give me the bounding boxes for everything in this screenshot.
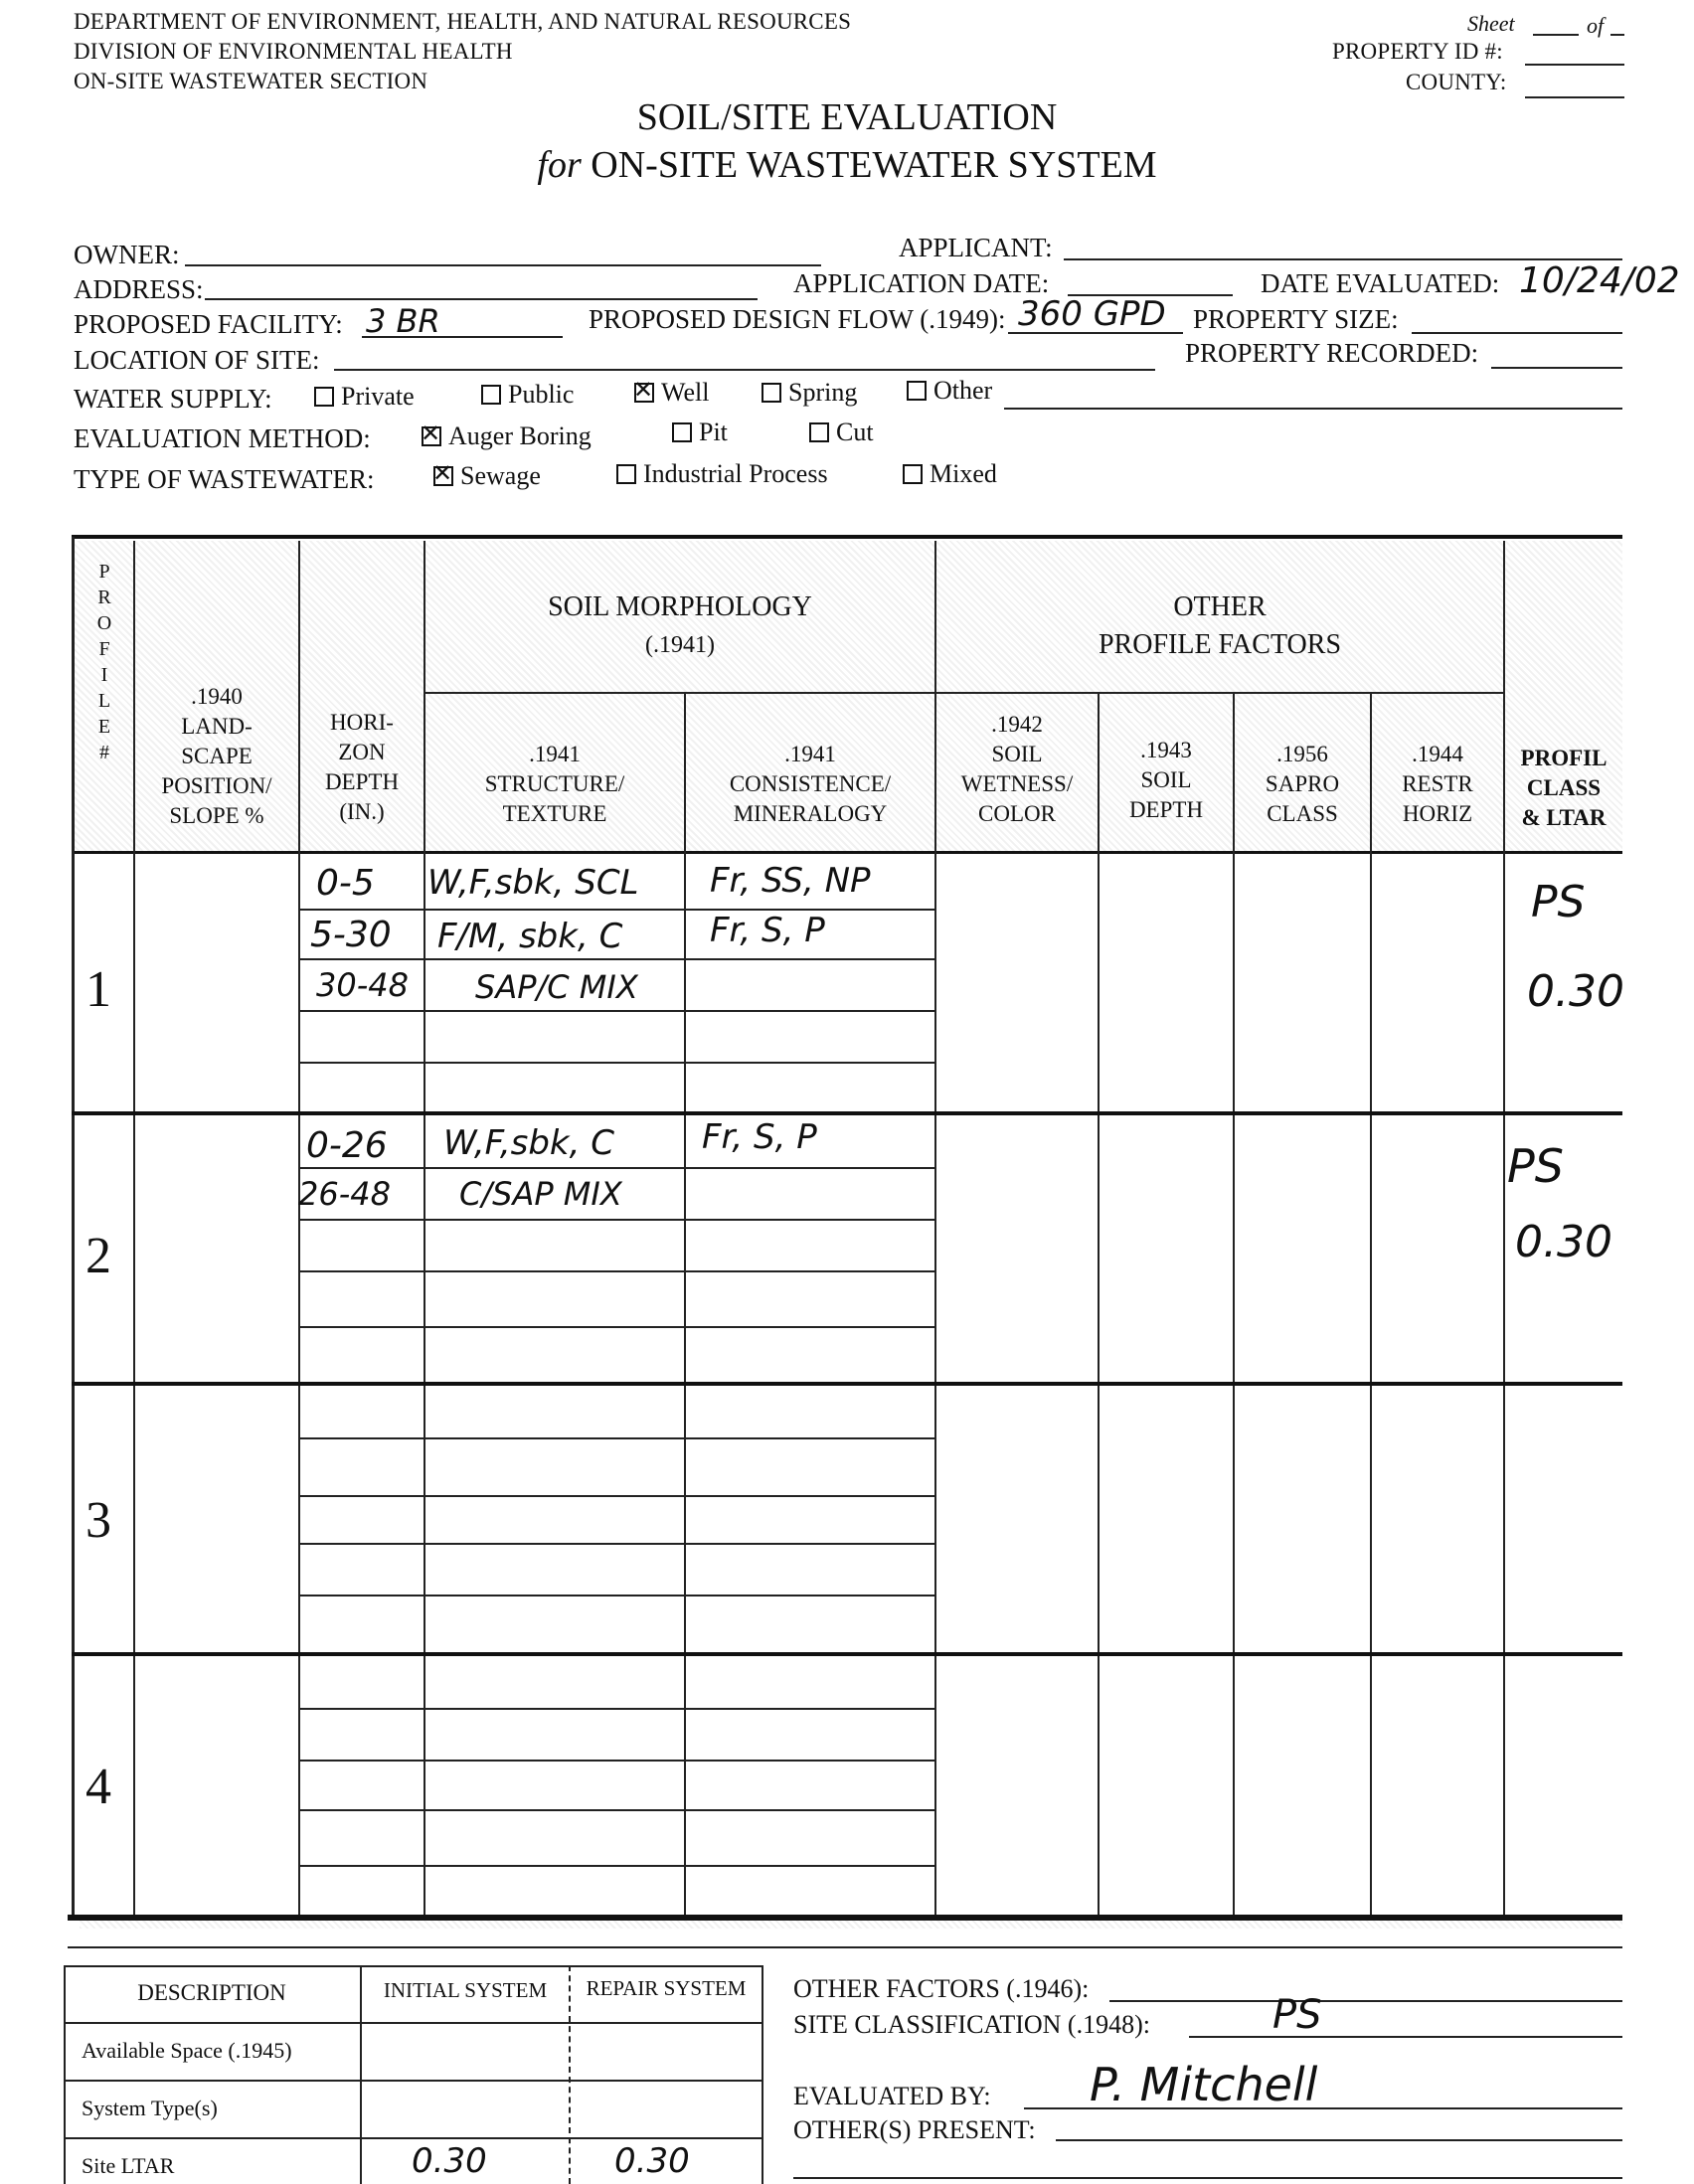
repair-system-column-header: REPAIR SYSTEM <box>586 1976 747 2000</box>
other-factors-label: OTHER FACTORS (.1946): <box>793 1974 1090 2003</box>
wastewater-mixed[interactable]: Mixed <box>903 459 997 489</box>
checkbox-icon[interactable] <box>672 422 692 442</box>
evaluated-by-field[interactable] <box>1024 2107 1622 2109</box>
county-label: COUNTY: <box>1406 70 1507 94</box>
col-divider <box>1233 692 1235 1917</box>
property-size-label: PROPERTY SIZE: <box>1193 304 1399 334</box>
horizon-depth-cell[interactable]: 26-48 <box>298 1175 391 1213</box>
profile-class-ltar-header: PROFIL CLASS & LTAR <box>1520 746 1608 830</box>
site-ltar-row-label: Site LTAR <box>82 2153 175 2178</box>
horizon-depth-cell[interactable]: 5-30 <box>310 915 392 955</box>
profile-number-header: P R O F I L E # <box>96 561 112 763</box>
property-id-label: PROPERTY ID #: <box>1332 39 1503 64</box>
extra-signature-line[interactable] <box>793 2177 1622 2179</box>
department-line: DEPARTMENT OF ENVIRONMENT, HEALTH, AND NATURAL RESOURCES <box>74 9 852 34</box>
header-divider <box>424 692 1505 694</box>
sapro-class-header: .1956 SAPRO CLASS <box>1265 742 1340 826</box>
location-field[interactable] <box>334 369 1155 371</box>
site-classification-field[interactable] <box>1189 2036 1622 2038</box>
soil-morphology-header: SOIL MORPHOLOGY (.1941) <box>548 591 812 658</box>
proposed-facility-value[interactable]: 3 BR <box>366 302 440 340</box>
horizon-depth-header: HORI- ZON DEPTH (IN.) <box>324 710 400 824</box>
property-id-field[interactable] <box>1525 64 1624 66</box>
evaluation-method-label: EVALUATION METHOD: <box>74 423 371 453</box>
profile-number: 2 <box>85 1228 111 1284</box>
location-label: LOCATION OF SITE: <box>74 345 320 375</box>
checkbox-icon[interactable] <box>762 383 781 403</box>
wastewater-sewage[interactable]: ✕ Sewage <box>433 461 541 491</box>
profile-number: 3 <box>85 1492 111 1549</box>
evaluated-by-label: EVALUATED BY: <box>793 2082 991 2110</box>
checked-checkbox-icon[interactable] <box>433 466 453 486</box>
structure-cell[interactable]: W,F,sbk, C <box>443 1123 614 1163</box>
description-column-header: DESCRIPTION <box>137 1980 286 2005</box>
property-size-field[interactable] <box>1412 332 1622 334</box>
section-line: ON-SITE WASTEWATER SECTION <box>74 69 428 93</box>
water-supply-private[interactable]: Private <box>314 382 415 412</box>
profile-number: 1 <box>85 961 111 1018</box>
consistence-header: .1941 CONSISTENCE/ MINERALOGY <box>729 742 892 826</box>
water-supply-public[interactable]: Public <box>481 380 574 410</box>
table-top-border <box>72 535 1622 539</box>
header-bottom-border <box>72 851 1622 854</box>
initial-system-column-header: INITIAL SYSTEM <box>383 1978 548 2002</box>
soil-wetness-header: .1942 SOIL WETNESS/ COLOR <box>960 712 1074 826</box>
consistence-cell[interactable]: Fr, S, P <box>702 1117 817 1157</box>
consistence-cell[interactable]: Fr, S, P <box>710 911 825 950</box>
other-factors-field[interactable] <box>1109 2000 1622 2002</box>
proposed-facility-field[interactable] <box>362 336 563 338</box>
profile-separator <box>72 1382 1622 1386</box>
sheet-label: Sheet <box>1467 11 1515 36</box>
checked-checkbox-icon[interactable] <box>634 383 654 403</box>
landscape-header: .1940 LAND- SCAPE POSITION/ SLOPE % <box>161 684 272 828</box>
structure-texture-header: .1941 STRUCTURE/ TEXTURE <box>484 742 625 826</box>
evaluation-pit[interactable]: Pit <box>672 418 728 447</box>
wastewater-industrial[interactable]: Industrial Process <box>616 459 828 489</box>
applicant-label: APPLICANT: <box>899 233 1053 262</box>
water-supply-label: WATER SUPPLY: <box>74 384 272 414</box>
table-left-border <box>72 537 75 1917</box>
checkbox-icon[interactable] <box>616 464 636 484</box>
col-divider <box>684 692 686 1917</box>
division-line: DIVISION OF ENVIRONMENTAL HEALTH <box>74 39 513 64</box>
available-space-row-label: Available Space (.1945) <box>82 2038 292 2063</box>
consistence-cell[interactable]: Fr, SS, NP <box>710 861 871 901</box>
table-bottom-shading <box>80 1921 1622 1929</box>
profile-number: 4 <box>85 1759 111 1815</box>
ltar-cell[interactable]: 0.30 <box>1527 966 1624 1017</box>
design-flow-value[interactable]: 360 GPD <box>1018 294 1166 334</box>
col-divider <box>1370 692 1372 1917</box>
profile-separator <box>72 1652 1622 1656</box>
application-date-label: APPLICATION DATE: <box>793 268 1050 298</box>
water-supply-well[interactable]: ✕ Well <box>634 378 709 408</box>
address-field[interactable] <box>205 298 758 300</box>
evaluator-signature[interactable]: P. Mitchell <box>1090 2058 1318 2111</box>
of-label: of <box>1587 13 1605 38</box>
proposed-facility-label: PROPOSED FACILITY: <box>74 309 343 339</box>
property-recorded-label: PROPERTY RECORDED: <box>1185 338 1479 368</box>
horizon-depth-cell[interactable]: 0-5 <box>316 863 375 904</box>
owner-label: OWNER: <box>74 240 180 269</box>
checked-checkbox-icon[interactable] <box>422 426 441 446</box>
checkbox-icon[interactable] <box>809 422 829 442</box>
owner-field[interactable] <box>185 264 821 266</box>
water-supply-other-field[interactable] <box>1004 408 1622 410</box>
site-ltar-repair-value[interactable]: 0.30 <box>614 2141 690 2181</box>
soil-depth-header: .1943 SOIL DEPTH <box>1128 738 1204 822</box>
water-supply-spring[interactable]: Spring <box>762 378 857 408</box>
date-evaluated-value[interactable]: 10/24/02 <box>1519 260 1680 301</box>
sheet-total-field[interactable] <box>1610 34 1624 36</box>
col-divider <box>1098 692 1100 1917</box>
profile-class-cell[interactable]: PS <box>1531 877 1586 927</box>
site-ltar-initial-value[interactable]: 0.30 <box>412 2141 487 2181</box>
water-supply-other[interactable]: Other <box>907 376 992 406</box>
other-profile-factors-header: OTHER PROFILE FACTORS <box>1098 591 1342 660</box>
checkbox-icon[interactable] <box>907 381 927 401</box>
others-present-field[interactable] <box>1056 2139 1622 2141</box>
others-present-label: OTHER(S) PRESENT: <box>793 2115 1036 2144</box>
address-label: ADDRESS: <box>74 274 204 304</box>
design-flow-label: PROPOSED DESIGN FLOW (.1949): <box>589 304 1006 334</box>
system-type-row-label: System Type(s) <box>82 2096 218 2120</box>
structure-cell[interactable]: W,F,sbk, SCL <box>427 863 639 903</box>
structure-cell[interactable]: F/M, sbk, C <box>437 917 623 956</box>
site-classification-value[interactable]: PS <box>1272 1992 1322 2038</box>
property-recorded-field[interactable] <box>1491 367 1622 369</box>
sheet-number-field[interactable] <box>1533 34 1579 36</box>
structure-cell[interactable]: C/SAP MIX <box>459 1175 622 1213</box>
evaluation-auger-boring[interactable]: ✕ Auger Boring <box>422 421 592 451</box>
wastewater-type-label: TYPE OF WASTEWATER: <box>74 464 375 494</box>
checkbox-icon[interactable] <box>314 387 334 407</box>
evaluation-cut[interactable]: Cut <box>809 418 874 447</box>
horizon-depth-cell[interactable]: 0-26 <box>306 1125 388 1166</box>
form-subtitle: for ON-SITE WASTEWATER SYSTEM <box>537 144 1157 186</box>
profile-separator <box>72 1111 1622 1115</box>
date-evaluated-label: DATE EVALUATED: <box>1261 268 1500 298</box>
bottom-section-rule <box>68 1946 1622 1948</box>
design-flow-field[interactable] <box>1008 332 1183 334</box>
site-classification-label: SITE CLASSIFICATION (.1948): <box>793 2010 1150 2039</box>
ltar-cell[interactable]: 0.30 <box>1515 1217 1612 1267</box>
restrictive-horizon-header: .1944 RESTR HORIZ <box>1402 742 1473 826</box>
horizon-depth-cell[interactable]: 30-48 <box>316 966 409 1004</box>
profile-class-cell[interactable]: PS <box>1507 1139 1564 1193</box>
checkbox-icon[interactable] <box>903 464 923 484</box>
form-title: SOIL/SITE EVALUATION <box>636 96 1058 138</box>
checkbox-icon[interactable] <box>481 385 501 405</box>
structure-cell[interactable]: SAP/C MIX <box>475 968 638 1006</box>
